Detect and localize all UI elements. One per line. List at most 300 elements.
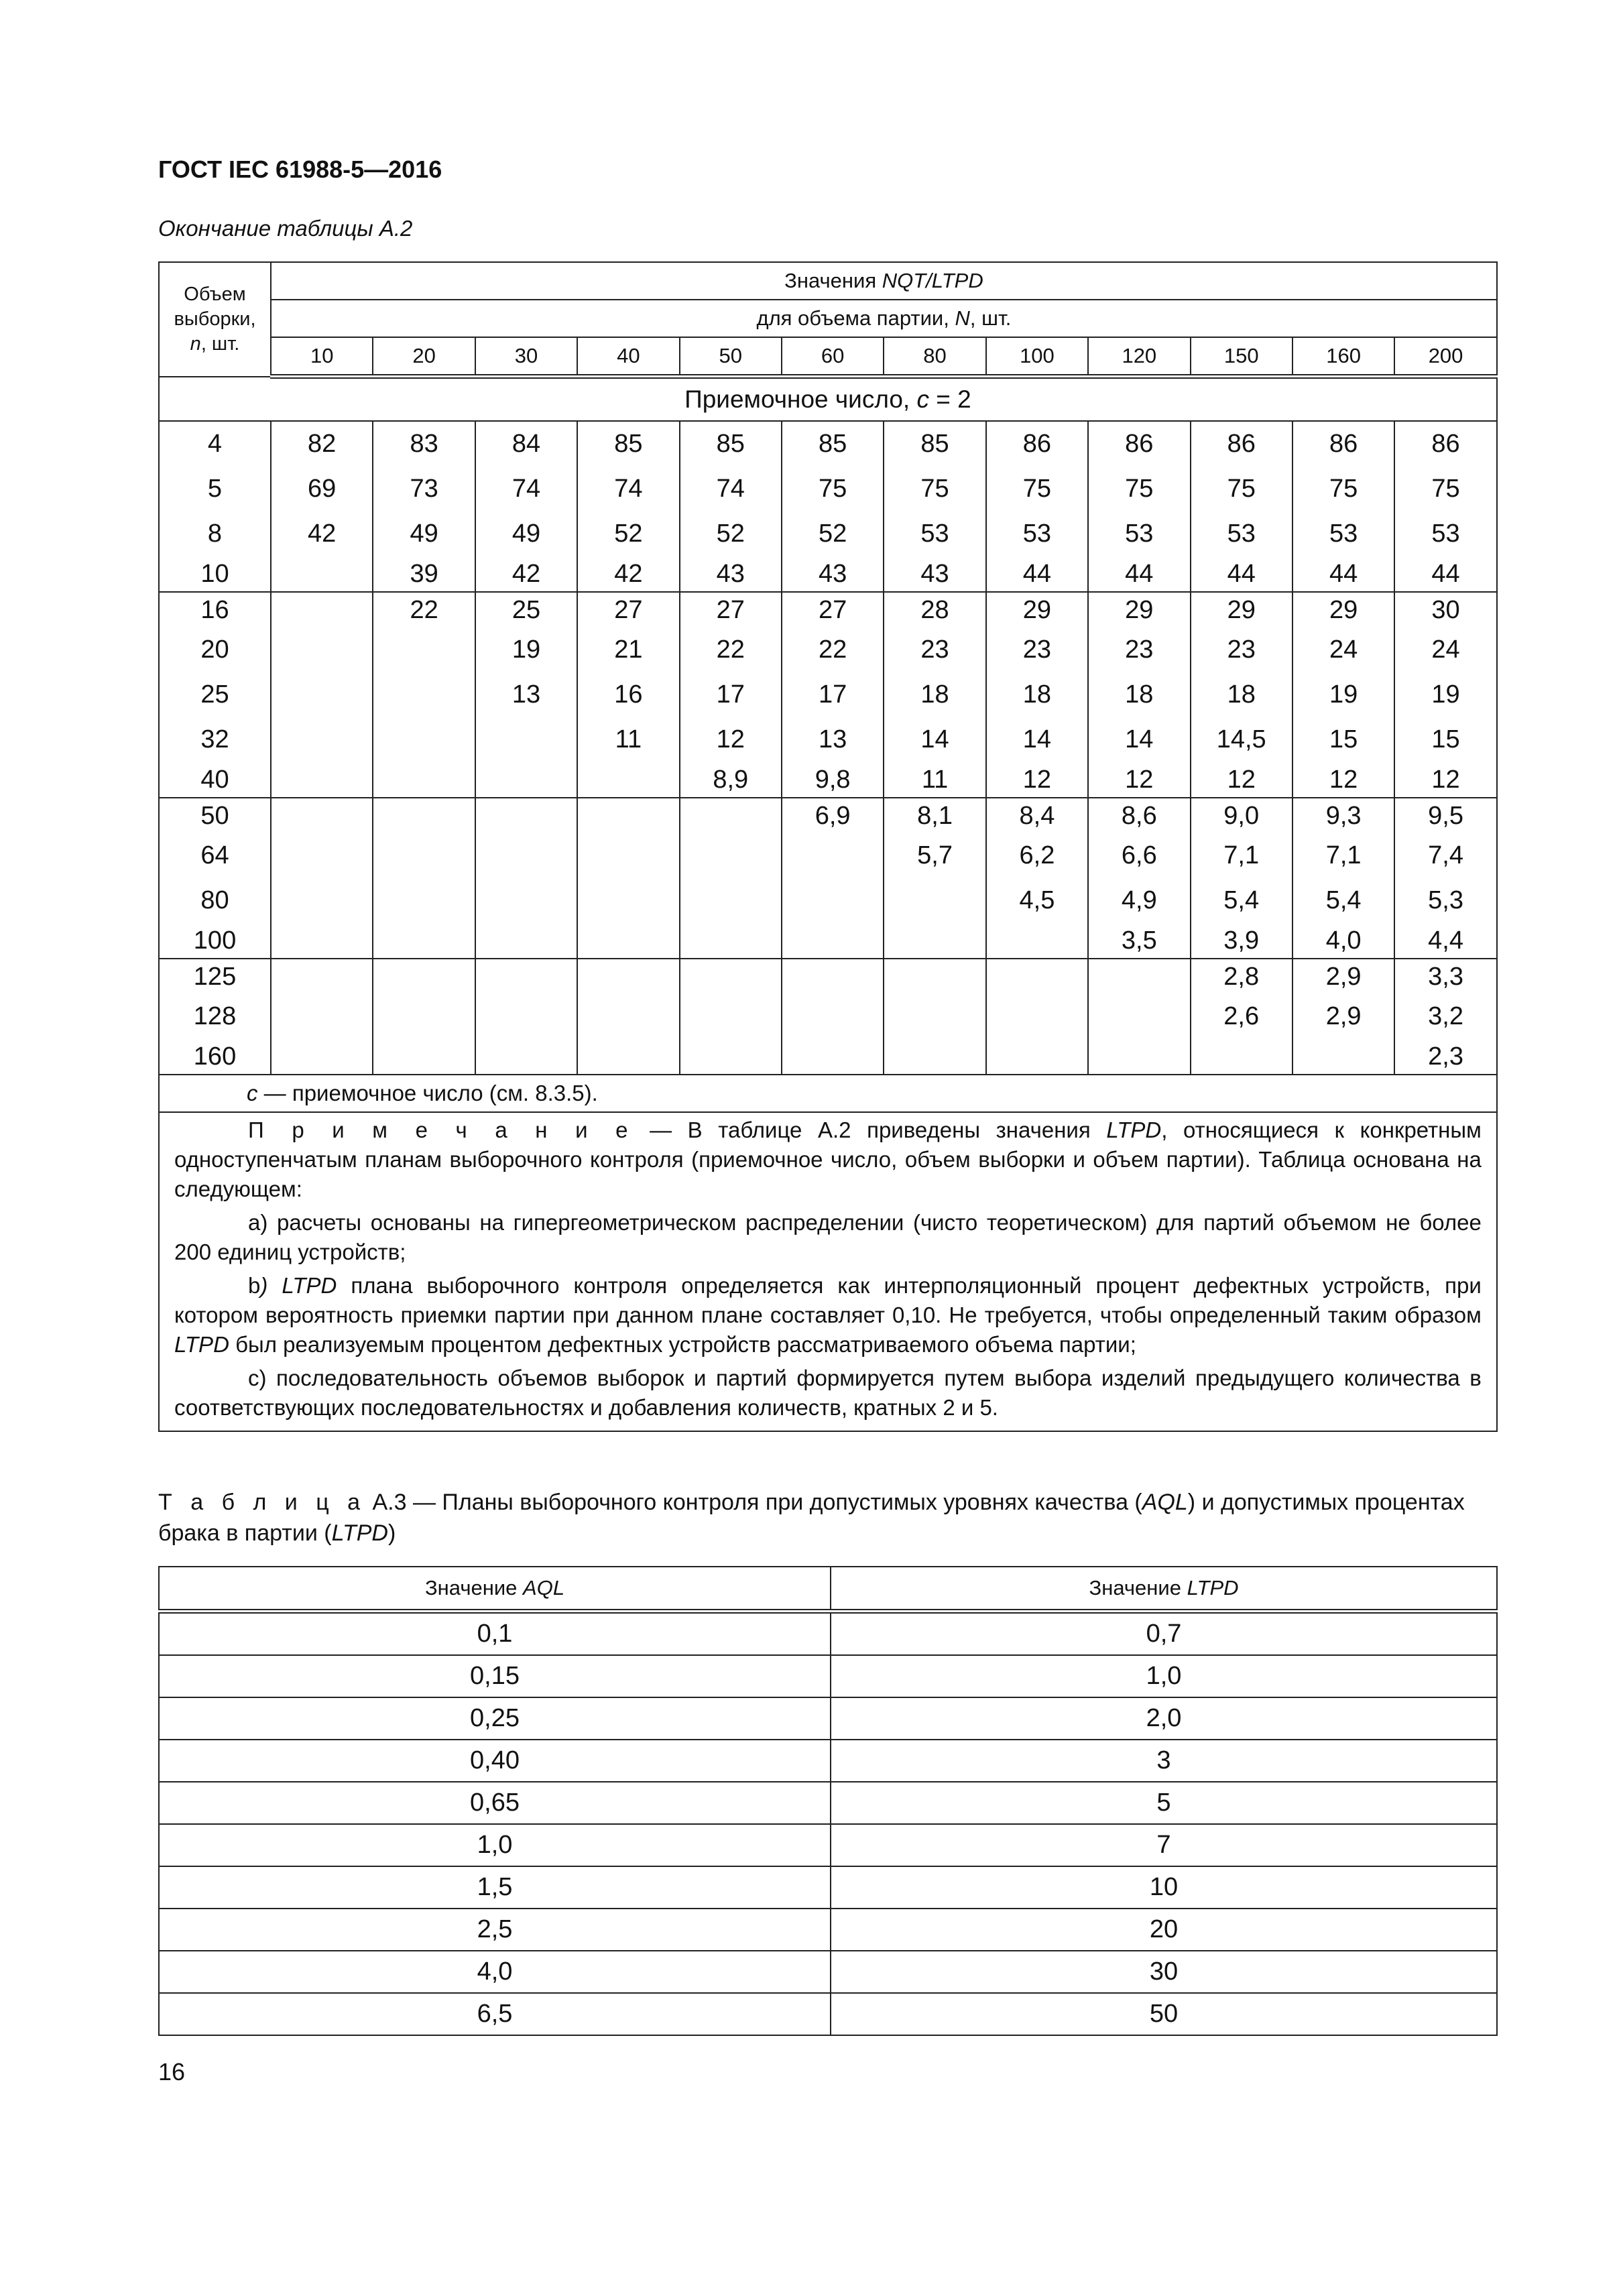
value-cell — [986, 923, 1088, 959]
value-cell — [475, 798, 577, 833]
value-cell — [680, 1039, 782, 1075]
table-row — [159, 994, 1497, 1039]
table-a3-body — [159, 1567, 1497, 2035]
value-cell: 18 — [884, 672, 985, 717]
value-cell: 44 — [1293, 556, 1394, 592]
value-cell — [475, 959, 577, 994]
value-cell: 27 — [577, 592, 679, 627]
sample-size-cell: 160 — [159, 1039, 271, 1075]
note-paragraph-4: c) последовательность объемов выборок и партий формируется путем выбора изделий предыдущего количества в соответствующих последовательностях и добавления количеств, кратных 2 и 5. — [174, 1366, 1482, 1420]
lot-size-header — [271, 300, 1497, 337]
value-cell: 2,8 — [1191, 959, 1293, 994]
value-cell — [475, 923, 577, 959]
value-cell — [986, 1039, 1088, 1075]
value-cell — [577, 959, 679, 994]
value-cell: 85 — [680, 421, 782, 467]
lot-size-cell: 40 — [577, 337, 679, 377]
value-cell: 22 — [680, 627, 782, 672]
value-cell: 9,0 — [1191, 798, 1293, 833]
table-row — [159, 1612, 1497, 1656]
value-cell: 27 — [782, 592, 884, 627]
value-cell — [577, 994, 679, 1039]
table-row — [159, 421, 1497, 467]
table-row — [159, 1951, 1497, 1993]
value-cell — [271, 959, 373, 994]
value-cell: 7,1 — [1293, 833, 1394, 878]
value-cell: 18 — [1191, 672, 1293, 717]
ltpd-cell: 20 — [831, 1909, 1497, 1951]
aql-cell: 4,0 — [159, 1951, 831, 1993]
value-cell: 27 — [680, 592, 782, 627]
lot-size-header-unit: , шт. — [969, 306, 1012, 330]
value-cell — [475, 1039, 577, 1075]
value-cell — [884, 923, 985, 959]
table-row — [159, 717, 1497, 762]
value-cell — [577, 798, 679, 833]
value-cell: 86 — [1394, 421, 1497, 467]
value-cell — [373, 798, 475, 833]
table-a2-notes — [159, 1075, 1497, 1431]
value-cell: 8,6 — [1088, 798, 1190, 833]
value-cell: 18 — [1088, 672, 1190, 717]
value-cell — [884, 994, 985, 1039]
value-cell — [782, 959, 884, 994]
value-cell: 9,8 — [782, 762, 884, 798]
value-cell: 23 — [986, 627, 1088, 672]
value-cell: 2,9 — [1293, 959, 1394, 994]
value-cell: 4,9 — [1088, 878, 1190, 923]
sample-size-cell: 10 — [159, 556, 271, 592]
value-cell: 12 — [1293, 762, 1394, 798]
value-cell: 8,9 — [680, 762, 782, 798]
table-row — [159, 467, 1497, 511]
table-row — [159, 1866, 1497, 1909]
value-cell — [475, 717, 577, 762]
value-cell: 8,4 — [986, 798, 1088, 833]
aql-cell: 1,5 — [159, 1866, 831, 1909]
sample-size-header-l1: Объем — [184, 283, 246, 305]
ltpd-cell: 0,7 — [831, 1612, 1497, 1656]
table-a2 — [158, 261, 1498, 1432]
table-row — [159, 762, 1497, 798]
values-header-var: NQT/LTPD — [882, 269, 983, 292]
value-cell — [680, 798, 782, 833]
table-row — [159, 672, 1497, 717]
value-cell — [884, 959, 985, 994]
value-cell: 24 — [1394, 627, 1497, 672]
value-cell — [1088, 994, 1190, 1039]
lot-size-cell: 80 — [884, 337, 985, 377]
sample-size-cell: 128 — [159, 994, 271, 1039]
aql-cell: 6,5 — [159, 1993, 831, 2035]
value-cell — [475, 833, 577, 878]
value-cell: 6,2 — [986, 833, 1088, 878]
value-cell: 14 — [1088, 717, 1190, 762]
table-a2-lot-header-row — [159, 300, 1497, 337]
table-row — [159, 556, 1497, 592]
value-cell: 75 — [986, 467, 1088, 511]
value-cell — [373, 627, 475, 672]
value-cell: 29 — [1088, 592, 1190, 627]
table-row — [159, 1993, 1497, 2035]
aql-header-text: Значение — [424, 1576, 524, 1599]
value-cell: 17 — [782, 672, 884, 717]
ltpd-cell: 2,0 — [831, 1697, 1497, 1740]
ltpd-cell: 5 — [831, 1782, 1497, 1824]
value-cell: 5,4 — [1293, 878, 1394, 923]
value-cell — [271, 592, 373, 627]
value-cell: 3,2 — [1394, 994, 1497, 1039]
value-cell: 23 — [1191, 627, 1293, 672]
table-a3-caption-c: ) — [387, 1520, 396, 1546]
value-cell: 74 — [680, 467, 782, 511]
value-cell — [373, 994, 475, 1039]
aql-cell: 0,1 — [159, 1612, 831, 1656]
lot-size-cell: 200 — [1394, 337, 1497, 377]
legend-var: c — [247, 1081, 258, 1105]
sample-size-cell: 16 — [159, 592, 271, 627]
sample-size-cell: 125 — [159, 959, 271, 994]
value-cell: 82 — [271, 421, 373, 467]
value-cell: 75 — [884, 467, 985, 511]
value-cell — [884, 1039, 985, 1075]
value-cell: 21 — [577, 627, 679, 672]
table-row — [159, 1039, 1497, 1075]
value-cell: 49 — [475, 511, 577, 556]
lot-size-header-var: N — [955, 306, 970, 330]
value-cell — [577, 833, 679, 878]
value-cell: 86 — [1088, 421, 1190, 467]
table-a3-caption-b: ) и допустимых процентах брака в партии ( — [158, 1490, 1465, 1546]
value-cell: 75 — [1088, 467, 1190, 511]
ltpd-header — [831, 1567, 1497, 1612]
lot-size-header-text: для объема партии, — [756, 306, 955, 330]
value-cell: 2,6 — [1191, 994, 1293, 1039]
value-cell: 42 — [271, 511, 373, 556]
standard-title: ГОСТ IEC 61988-5—2016 — [158, 156, 442, 183]
aql-cell: 0,65 — [159, 1782, 831, 1824]
value-cell: 86 — [1293, 421, 1394, 467]
sample-size-cell: 32 — [159, 717, 271, 762]
lot-size-cell: 10 — [271, 337, 373, 377]
aql-cell: 0,40 — [159, 1740, 831, 1782]
value-cell: 28 — [884, 592, 985, 627]
value-cell — [1088, 959, 1190, 994]
table-row — [159, 878, 1497, 923]
aql-header-var: AQL — [523, 1576, 565, 1599]
value-cell: 43 — [782, 556, 884, 592]
value-cell: 12 — [986, 762, 1088, 798]
note-paragraph-1 — [174, 1115, 1482, 1204]
value-cell: 44 — [1394, 556, 1497, 592]
value-cell: 53 — [884, 511, 985, 556]
table-row — [159, 1697, 1497, 1740]
lot-size-cell: 30 — [475, 337, 577, 377]
value-cell: 22 — [373, 592, 475, 627]
value-cell: 6,9 — [782, 798, 884, 833]
value-cell: 2,9 — [1293, 994, 1394, 1039]
table-row — [159, 511, 1497, 556]
value-cell — [271, 798, 373, 833]
value-cell — [577, 1039, 679, 1075]
value-cell: 19 — [1394, 672, 1497, 717]
table-row — [159, 798, 1497, 833]
value-cell: 14 — [884, 717, 985, 762]
value-cell: 83 — [373, 421, 475, 467]
value-cell: 3,3 — [1394, 959, 1497, 994]
value-cell — [373, 833, 475, 878]
value-cell — [373, 923, 475, 959]
value-cell: 84 — [475, 421, 577, 467]
value-cell: 75 — [1394, 467, 1497, 511]
note — [159, 1112, 1497, 1431]
note-paragraph-2: a) расчеты основаны на гипергеометрическом распределении (чисто теоретическом) для партий объемом не более 200 единиц устройств; — [174, 1210, 1482, 1264]
section-row — [159, 377, 1497, 422]
value-cell: 11 — [884, 762, 985, 798]
ltpd-cell: 30 — [831, 1951, 1497, 1993]
value-cell: 69 — [271, 467, 373, 511]
sample-size-cell: 64 — [159, 833, 271, 878]
value-cell — [680, 959, 782, 994]
value-cell: 17 — [680, 672, 782, 717]
sample-size-cell: 100 — [159, 923, 271, 959]
sample-size-cell: 20 — [159, 627, 271, 672]
value-cell: 44 — [1191, 556, 1293, 592]
value-cell: 85 — [577, 421, 679, 467]
table-row — [159, 833, 1497, 878]
value-cell — [782, 994, 884, 1039]
value-cell — [782, 1039, 884, 1075]
ltpd-cell: 7 — [831, 1824, 1497, 1866]
value-cell — [271, 1039, 373, 1075]
note-p3-var2: LTPD — [174, 1332, 229, 1357]
value-cell: 30 — [1394, 592, 1497, 627]
lot-size-cell: 150 — [1191, 337, 1293, 377]
table-row — [159, 592, 1497, 627]
value-cell — [475, 878, 577, 923]
value-cell — [680, 923, 782, 959]
lot-sizes-row — [159, 337, 1497, 377]
table-row — [159, 627, 1497, 672]
value-cell: 19 — [475, 627, 577, 672]
value-cell: 9,3 — [1293, 798, 1394, 833]
value-cell — [986, 959, 1088, 994]
value-cell: 43 — [884, 556, 985, 592]
value-cell — [782, 923, 884, 959]
value-cell — [577, 878, 679, 923]
value-cell: 73 — [373, 467, 475, 511]
ltpd-header-text: Значение — [1089, 1576, 1187, 1599]
sample-size-var: n — [190, 333, 201, 355]
value-cell: 85 — [884, 421, 985, 467]
value-cell: 11 — [577, 717, 679, 762]
value-cell — [271, 762, 373, 798]
aql-cell: 0,25 — [159, 1697, 831, 1740]
aql-cell: 2,5 — [159, 1909, 831, 1951]
value-cell — [577, 923, 679, 959]
value-cell — [373, 672, 475, 717]
acceptance-number-section — [159, 377, 1497, 422]
table-a3-label: Т а б л и ц а — [158, 1490, 367, 1515]
values-header-text: Значения — [784, 269, 882, 292]
value-cell — [986, 994, 1088, 1039]
value-cell: 9,5 — [1394, 798, 1497, 833]
table-row — [159, 1782, 1497, 1824]
lot-size-cell: 160 — [1293, 337, 1394, 377]
value-cell — [373, 878, 475, 923]
legend — [159, 1075, 1497, 1112]
aql-cell: 0,15 — [159, 1655, 831, 1697]
sample-size-cell: 80 — [159, 878, 271, 923]
table-a2-header-row — [159, 262, 1497, 300]
ltpd-cell: 3 — [831, 1740, 1497, 1782]
value-cell: 4,5 — [986, 878, 1088, 923]
value-cell — [680, 833, 782, 878]
ltpd-header-var: LTPD — [1187, 1576, 1239, 1599]
sample-size-cell: 4 — [159, 421, 271, 467]
note-p3-a: b — [248, 1273, 261, 1298]
value-cell: 13 — [782, 717, 884, 762]
value-cell: 39 — [373, 556, 475, 592]
value-cell: 7,4 — [1394, 833, 1497, 878]
value-cell: 53 — [1394, 511, 1497, 556]
note-row — [159, 1112, 1497, 1431]
value-cell: 44 — [1088, 556, 1190, 592]
section-text: Приемочное число, — [684, 385, 917, 413]
value-cell — [271, 717, 373, 762]
value-cell: 22 — [782, 627, 884, 672]
sample-size-cell: 40 — [159, 762, 271, 798]
aql-header — [159, 1567, 831, 1612]
value-cell: 16 — [577, 672, 679, 717]
value-cell: 44 — [986, 556, 1088, 592]
table-row — [159, 1909, 1497, 1951]
note-p3-b: плана выборочного контроля определяется как интерполяционный процент дефектных устройств, при котором вероятность приемки партии при данном плане составляет 0,10. Не требуется, чтобы определенный таким образом — [174, 1273, 1482, 1327]
values-header — [271, 262, 1497, 300]
legend-text: — приемочное число (см. 8.3.5). — [257, 1081, 598, 1105]
value-cell — [271, 556, 373, 592]
value-cell: 12 — [1088, 762, 1190, 798]
page-number: 16 — [158, 2058, 186, 2086]
lot-size-cell: 60 — [782, 337, 884, 377]
value-cell — [373, 959, 475, 994]
value-cell: 86 — [986, 421, 1088, 467]
value-cell — [1293, 1039, 1394, 1075]
value-cell: 4,0 — [1293, 923, 1394, 959]
value-cell: 42 — [577, 556, 679, 592]
value-cell: 12 — [1191, 762, 1293, 798]
value-cell: 43 — [680, 556, 782, 592]
lot-size-cell: 100 — [986, 337, 1088, 377]
sample-size-cell: 25 — [159, 672, 271, 717]
value-cell — [271, 627, 373, 672]
value-cell: 29 — [1293, 592, 1394, 627]
value-cell — [475, 762, 577, 798]
legend-row — [159, 1075, 1497, 1112]
value-cell — [782, 878, 884, 923]
sample-size-cell: 50 — [159, 798, 271, 833]
table-row — [159, 1740, 1497, 1782]
value-cell: 14 — [986, 717, 1088, 762]
value-cell: 85 — [782, 421, 884, 467]
table-a2-body — [159, 262, 1497, 1075]
value-cell — [373, 717, 475, 762]
value-cell: 29 — [986, 592, 1088, 627]
lot-size-cell: 50 — [680, 337, 782, 377]
sample-size-header — [159, 262, 271, 377]
table-a3-caption — [158, 1487, 1492, 1549]
note-p1-b: , относящиеся к конкретным одноступенчатым планам выборочного контроля (приемочное число, объем выборки и объем партии). Таблица основана на следующем: — [174, 1117, 1482, 1201]
value-cell — [577, 762, 679, 798]
value-cell — [475, 994, 577, 1039]
value-cell: 75 — [1293, 467, 1394, 511]
lot-size-cell: 20 — [373, 337, 475, 377]
value-cell: 18 — [986, 672, 1088, 717]
lot-size-cell: 120 — [1088, 337, 1190, 377]
table-row — [159, 1655, 1497, 1697]
value-cell — [680, 878, 782, 923]
value-cell: 52 — [680, 511, 782, 556]
note-p3-c: был реализуемым процентом дефектных устройств рассматриваемого объема партии; — [229, 1332, 1136, 1357]
value-cell: 53 — [1293, 511, 1394, 556]
ltpd-cell: 1,0 — [831, 1655, 1497, 1697]
value-cell: 24 — [1293, 627, 1394, 672]
sample-size-cell: 8 — [159, 511, 271, 556]
sample-size-header-l2: выборки, — [174, 308, 256, 330]
table-row — [159, 923, 1497, 959]
section-value: = 2 — [928, 385, 971, 413]
value-cell: 86 — [1191, 421, 1293, 467]
value-cell: 23 — [884, 627, 985, 672]
value-cell — [271, 994, 373, 1039]
table-a2-caption: Окончание таблицы А.2 — [158, 216, 413, 241]
sample-size-cell: 5 — [159, 467, 271, 511]
value-cell: 25 — [475, 592, 577, 627]
value-cell: 42 — [475, 556, 577, 592]
table-a3-caption-a: А.3 — Планы выборочного контроля при допустимых уровнях качества ( — [366, 1490, 1142, 1515]
value-cell: 53 — [986, 511, 1088, 556]
value-cell — [271, 878, 373, 923]
value-cell: 74 — [577, 467, 679, 511]
ltpd-cell: 10 — [831, 1866, 1497, 1909]
value-cell: 12 — [1394, 762, 1497, 798]
value-cell: 5,3 — [1394, 878, 1497, 923]
value-cell: 8,1 — [884, 798, 985, 833]
value-cell — [1191, 1039, 1293, 1075]
note-p1-a: — В таблице А.2 приведены значения — [634, 1117, 1107, 1142]
note-label: П р и м е ч а н и е — [248, 1117, 634, 1142]
value-cell: 49 — [373, 511, 475, 556]
value-cell: 53 — [1191, 511, 1293, 556]
value-cell: 13 — [475, 672, 577, 717]
value-cell: 23 — [1088, 627, 1190, 672]
value-cell: 53 — [1088, 511, 1190, 556]
value-cell: 3,9 — [1191, 923, 1293, 959]
value-cell: 52 — [577, 511, 679, 556]
aql-cell: 1,0 — [159, 1824, 831, 1866]
value-cell: 52 — [782, 511, 884, 556]
value-cell: 4,4 — [1394, 923, 1497, 959]
value-cell: 14,5 — [1191, 717, 1293, 762]
table-a3-header-row — [159, 1567, 1497, 1612]
value-cell: 5,4 — [1191, 878, 1293, 923]
value-cell — [680, 994, 782, 1039]
value-cell: 6,6 — [1088, 833, 1190, 878]
table-a3 — [158, 1566, 1498, 2036]
value-cell: 2,3 — [1394, 1039, 1497, 1075]
value-cell — [782, 833, 884, 878]
note-p1-var: LTPD — [1106, 1117, 1162, 1142]
